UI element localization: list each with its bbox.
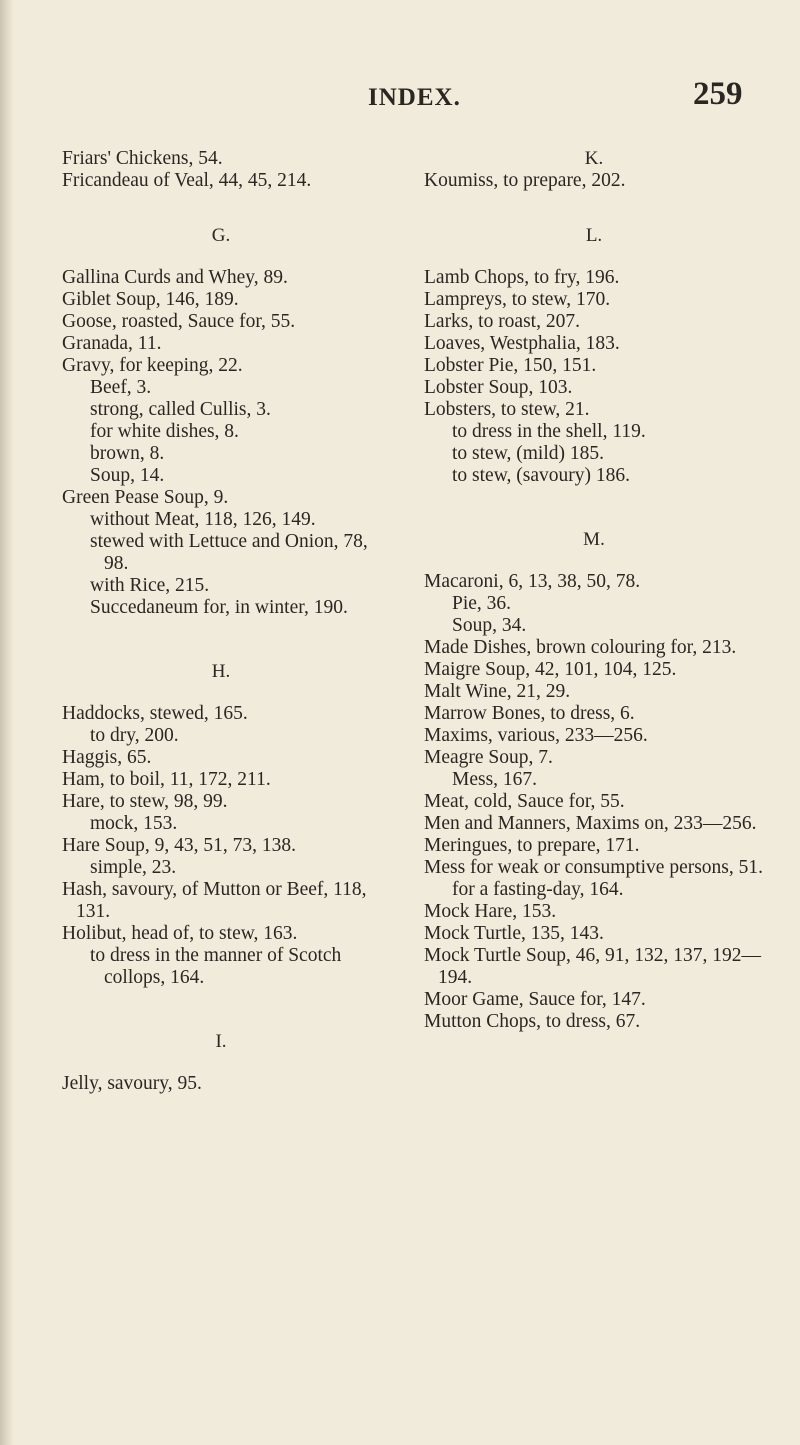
index-entry: Giblet Soup, 146, 189.: [62, 289, 239, 310]
page-number: 259: [693, 76, 743, 112]
index-entry: Moor Game, Sauce for, 147.: [424, 989, 646, 1010]
section-l-entries: [424, 267, 764, 487]
index-subentry: to dry, 200.: [90, 725, 179, 746]
index-subentry: with Rice, 215.: [90, 575, 210, 596]
index-subentry: strong, called Cullis, 3.: [90, 399, 271, 420]
section-letter-g: G.: [211, 225, 231, 246]
index-subentry: to dress in the manner of Scotch collops, 164.: [90, 945, 342, 988]
index-column-right: [424, 148, 764, 1033]
index-entry: Mock Turtle Soup, 46, 91, 132, 137, 192—194.: [424, 945, 761, 988]
index-entry: Fricandeau of Veal, 44, 45, 214.: [62, 170, 312, 191]
index-subentry: Pie, 36.: [452, 593, 512, 614]
index-subentry: stewed with Lettuce and Onion, 78, 98.: [90, 531, 368, 574]
index-subentry: for white dishes, 8.: [90, 421, 239, 442]
index-entry: Hare, to stew, 98, 99.: [62, 791, 228, 812]
section-m-entries: [424, 571, 764, 1033]
index-entry: Mess for weak or consumptive persons, 51.: [424, 857, 764, 878]
index-entry: Granada, 11.: [62, 333, 162, 354]
index-entry: Maigre Soup, 42, 101, 104, 125.: [424, 659, 677, 680]
section-letter-l: L.: [585, 225, 603, 246]
index-subentry: Succedaneum for, in winter, 190.: [90, 597, 348, 618]
section-letter-h: H.: [211, 661, 231, 682]
index-subentry: Mess, 167.: [452, 769, 538, 790]
index-subentry: to dress in the shell, 119.: [452, 421, 646, 442]
index-subentry: Beef, 3.: [90, 377, 152, 398]
index-entry: Meagre Soup, 7.: [424, 747, 553, 768]
section-g-entries: [62, 267, 380, 619]
index-entry: Meat, cold, Sauce for, 55.: [424, 791, 625, 812]
index-entry: Gravy, for keeping, 22.: [62, 355, 243, 376]
index-entry: Green Pease Soup, 9.: [62, 487, 229, 508]
index-entry: Marrow Bones, to dress, 6.: [424, 703, 635, 724]
index-entry: Lobster Soup, 103.: [424, 377, 573, 398]
section-k-entries: [424, 170, 764, 192]
index-entry: Macaroni, 6, 13, 38, 50, 78.: [424, 571, 641, 592]
running-title: INDEX.: [368, 84, 461, 111]
index-entry: Meringues, to prepare, 171.: [424, 835, 640, 856]
index-column-left: [62, 148, 380, 1095]
index-entry: Lamb Chops, to fry, 196.: [424, 267, 620, 288]
index-subentry: Soup, 34.: [452, 615, 527, 636]
index-entry: Hash, savoury, of Mutton or Beef, 118, 131.: [62, 879, 367, 922]
index-entry: Ham, to boil, 11, 172, 211.: [62, 769, 271, 790]
index-entry: Lobster Pie, 150, 151.: [424, 355, 597, 376]
index-entry: Holibut, head of, to stew, 163.: [62, 923, 298, 944]
index-entry: Koumiss, to prepare, 202.: [424, 170, 626, 191]
index-entry: Malt Wine, 21, 29.: [424, 681, 571, 702]
index-entry: Haggis, 65.: [62, 747, 152, 768]
index-entry: Goose, roasted, Sauce for, 55.: [62, 311, 296, 332]
page-header: [0, 76, 800, 132]
index-entry: Jelly, savoury, 95.: [62, 1073, 202, 1094]
index-entry: Haddocks, stewed, 165.: [62, 703, 248, 724]
section-letter-i: I.: [215, 1031, 227, 1052]
section-h-entries: [62, 703, 380, 989]
index-subentry: brown, 8.: [90, 443, 165, 464]
page-binding-edge: [0, 0, 14, 1445]
index-entry: Mock Turtle, 135, 143.: [424, 923, 604, 944]
index-entry: Friars' Chickens, 54.: [62, 148, 223, 169]
index-entry: Loaves, Westphalia, 183.: [424, 333, 620, 354]
index-subentry: for a fasting-day, 164.: [452, 879, 624, 900]
index-entry: Men and Manners, Maxims on, 233—256.: [424, 813, 757, 834]
section-i-entries: [62, 1073, 380, 1095]
index-entry: Gallina Curds and Whey, 89.: [62, 267, 288, 288]
index-entry: Mock Hare, 153.: [424, 901, 557, 922]
section-letter-m: M.: [583, 529, 605, 550]
index-subentry: mock, 153.: [90, 813, 178, 834]
index-subentry: Soup, 14.: [90, 465, 165, 486]
section-letter-k: K.: [584, 148, 604, 169]
index-entry: Maxims, various, 233—256.: [424, 725, 648, 746]
index-entry: Lampreys, to stew, 170.: [424, 289, 611, 310]
index-entry: Made Dishes, brown colouring for, 213.: [424, 637, 737, 658]
index-entry: Larks, to roast, 207.: [424, 311, 580, 332]
index-subentry: to stew, (mild) 185.: [452, 443, 605, 464]
index-subentry: simple, 23.: [90, 857, 177, 878]
index-entry: Hare Soup, 9, 43, 51, 73, 138.: [62, 835, 296, 856]
index-subentry: without Meat, 118, 126, 149.: [90, 509, 316, 530]
index-entry: Lobsters, to stew, 21.: [424, 399, 590, 420]
index-subentry: to stew, (savoury) 186.: [452, 465, 630, 486]
index-entry: Mutton Chops, to dress, 67.: [424, 1011, 641, 1032]
